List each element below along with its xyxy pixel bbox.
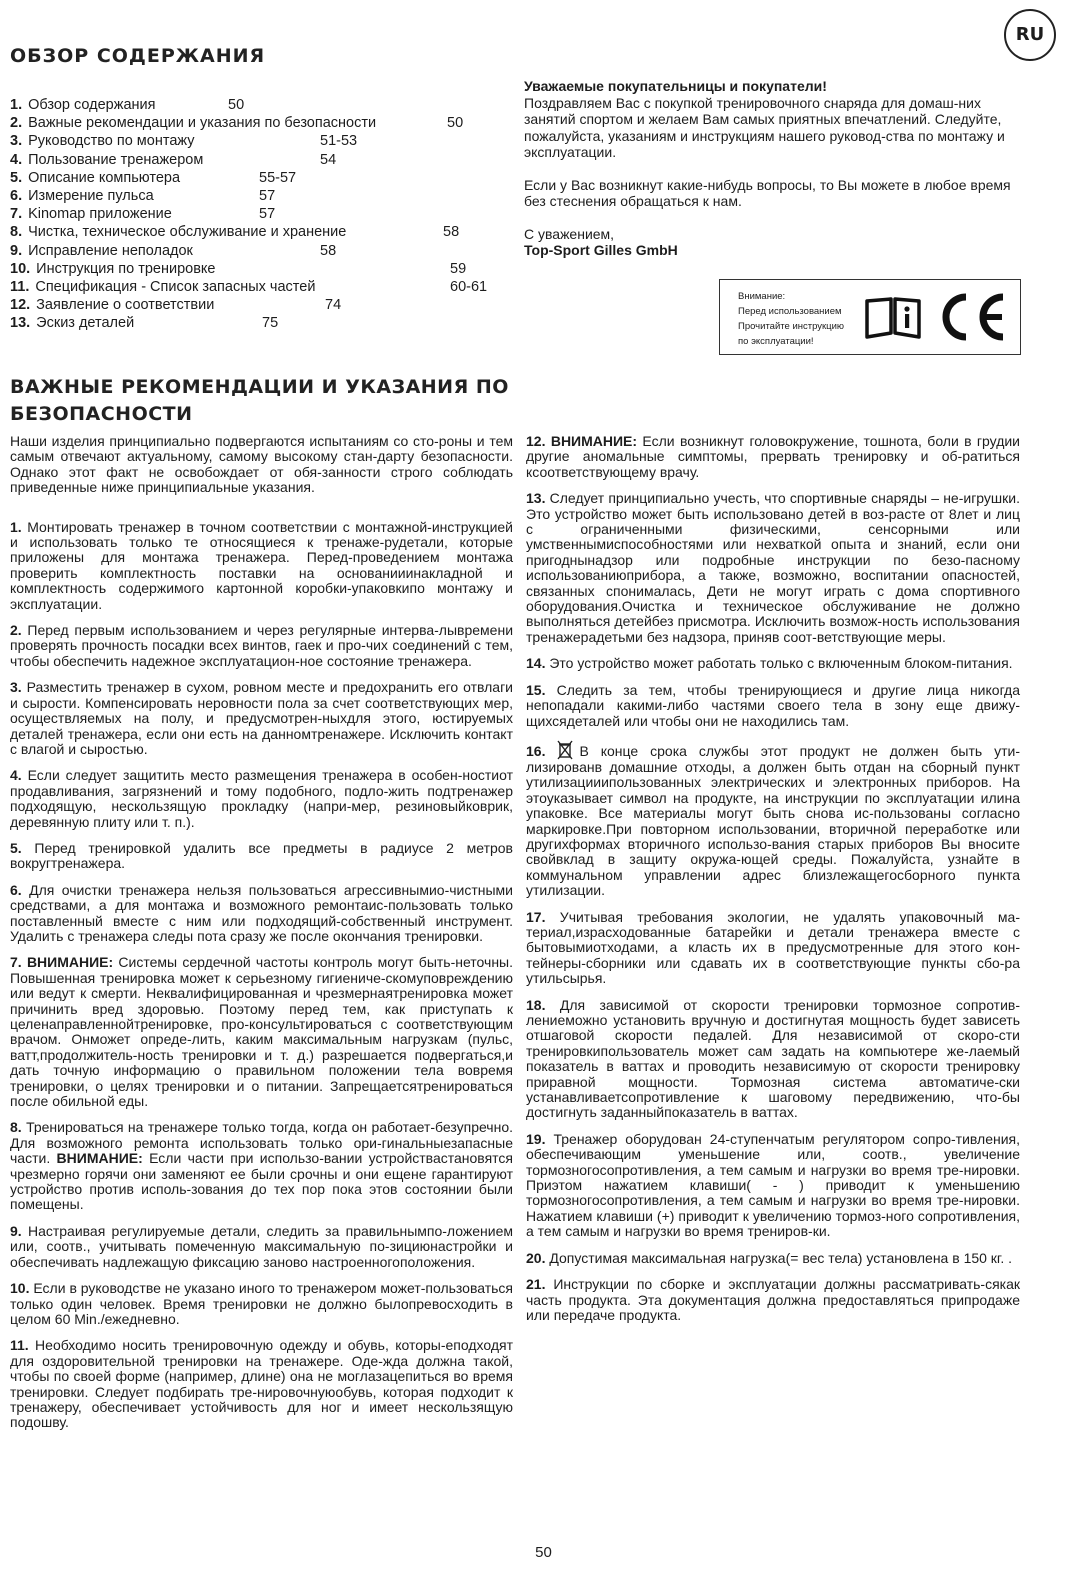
toc-page: 51-53 [320, 133, 358, 150]
toc-label: Измерение пульса [28, 187, 154, 204]
toc-page: 60-61 [450, 278, 488, 295]
toc-title: ОБЗОР СОДЕРЖАНИЯ [10, 45, 266, 67]
toc-num: 5. [10, 169, 23, 186]
toc-label: Заявление о соответствии [36, 297, 215, 314]
toc-num: 8. [10, 224, 23, 241]
toc-num: 10. [10, 260, 31, 277]
toc-page: 57 [259, 206, 276, 223]
greeting-heading: Уважаемые покупательницы и покупатели! [524, 78, 827, 94]
toc-item[interactable] [10, 314, 510, 332]
toc-num: 4. [10, 151, 23, 168]
safety-item: 3. Разместить тренажер в сухом, ровном месте и предохранить его отвлаги и сырости. Компенсировать неровности пола за счет соответствующих мер, осуществляемых на полу, и предусмотрен-ныхдля этого, юстируемых деталей тренажера, если они есть на данномтренажере. Исключить контакт с влагой и сыростью. [10, 679, 513, 757]
toc-label: Пользование тренажером [28, 151, 204, 168]
toc-item[interactable] [10, 278, 510, 296]
safety-item: 18. Для зависимой от скорости тренировки тормозное сопротив-лениеможно установить вручную и достигнутая мощность будет зависеть отшаговой скорости педалей. Для независимой от скоро-сти тренировкипользователь может сам задать на компьютере же-лаемый показатель в ваттах и проводить независимую от скорости тренировку приравной мощности. Тормозная система автоматиче-ски устанавливаетсопротивление к шаговому передвижению, что-бы достигнуть заданныйпоказатель в ваттах. [526, 996, 1021, 1121]
safety-item: 1. Монтировать тренажер в точном соответствии с монтажной-инструкцией и использовать только те относящиеся к тренаже-рудетали, которые приложены для монтажа тренажера. Перед-проведением монтажа проверить комплектность поставки на основанииинакладной и комплектность содержимого картонной коробки-упаковкипо монтажу и эксплуатации. [10, 518, 514, 612]
toc-page: 55-57 [259, 169, 297, 186]
toc-num: 12. [10, 297, 31, 314]
table-of-contents [10, 96, 510, 332]
toc-item[interactable] [10, 260, 510, 278]
language-badge: RU [1004, 9, 1056, 61]
safety-item: 7. ВНИМАНИЕ: Системы сердечной частоты контроль могут быть-неточны. Повышенная тренировка может к серьезному гигиениче-скомуповреждению или ведут к смерти. Неквалифицированная и чрезмернаятренировка может причинить вред здоровью. Поэтому перед тем, как приступать к целенаправленнойтренировке, про-консультироваться с соответствующим врачом. Онможет опреде-лить, каким максимальным нагрузкам (пульс, ватт,продолжитель-ность тренировки и т. д.) разрешается подвергаться,и дать точную информацию о правильном положении тела вовремя тренировки, о целях тренировки и о питании. Запрещаетсятренироваться после обильной еды. [10, 954, 514, 1110]
greeting-paragraph: Если у Вас возникнут какие-нибудь вопросы, то Вы можете в любое время без стеснения обращаться к нам. [524, 176, 1011, 209]
toc-label: Спецификация - Список запасных частей [35, 278, 316, 295]
toc-label: Описание компьютера [28, 169, 181, 186]
safety-item: 9. Настраивая регулируемые детали, следить за правильнымпо-ложением или, соотв., учитывать помеченную максимальную по-зициюнастройки и обеспечивать надлежащую фиксацию заново настроенногоположения. [10, 1222, 514, 1270]
safety-intro: Наши изделия принципиально подвергаются испытаниям со сто-роны и тем самым отвечают актуальному, самому высокому стан-дарту безопасности. Однако этот факт не освобождает от обя-занности строго соблюдать приведенные ниже принципиальные указания. [10, 433, 513, 496]
toc-page: 59 [450, 260, 467, 277]
safety-item: 10. Если в руководстве не указано иного то тренажером может-пользоваться только один человек. Время тренировки не должно былопревосходить в целом 60 Min./ежедневно. [10, 1280, 514, 1327]
safety-item: 15. Следить за тем, чтобы тренирующиеся и другие лица никогда непопадали какими-либо частями своего тела в зону еще движу-щихсядеталей или чтобы они не находились там. [526, 681, 1021, 729]
toc-label: Исправление неполадок [28, 242, 193, 259]
safety-item: 13. Следует принципиально учесть, что спортивные снаряды – не-игрушки. Это устройство может быть использовано детей в воз-расте от 8лет и лиц с ограниченными физическими, сенсорными или умственнымиспособностями или нехваткой опыта и знаний, если они пригоднынадзор или подробные инструкции по безо-пасному использованиюприбора, а также, возможно, воспитании опасностей, связанных спонималась, Дети не могут играть с дома спортивного оборудования.Очистка и техническое обслуживание не должно выполняться детейбез присмотра. Исключить возмож-ность использования тренажерадетьми без надзора, приняв соот-ветствующие меры. [526, 490, 1021, 645]
safety-item: 20. Допустимая максимальная нагрузка(= вес тела) установлена в 150 кг. . [526, 1249, 1013, 1266]
toc-num: 9. [10, 242, 23, 259]
notice-line: Прочитайте инструкцию [738, 321, 845, 332]
toc-label: Чистка, техническое обслуживание и хранение [28, 224, 347, 241]
toc-label: Руководство по монтажу [28, 133, 195, 150]
safety-item: 21. Инструкции по сборке и эксплуатации должны рассматривать-сякак часть продукта. Эта документация должна предоставляться припродаже или передаче продукта. [526, 1276, 1021, 1323]
toc-page: 58 [320, 242, 337, 259]
manual-book-icon [863, 293, 923, 341]
toc-num: 11. [10, 278, 30, 295]
toc-item[interactable] [10, 96, 510, 114]
toc-page: 54 [320, 151, 337, 168]
read-instructions-notice [719, 279, 1021, 355]
toc-page: 50 [447, 115, 464, 132]
safety-item: 19. Тренажер оборудован 24-ступенчатым регулятором сопро-тивления, обеспечивающим уменьшение или, соотв., увеличение тормозногосопротивления, а тем самым и нагрузки во время тре-нировки. Приэтом нажатием клавиши( - ) приводит к уменьшению тормозногосопротивления, а тем самым и нагрузки во время тре-нировки. Нажатием клавиши (+) приводит к увеличению тормоз-ного сопротивления, а тем самым и нагрузки во время трениров-ки. [526, 1130, 1021, 1240]
toc-num: 13. [10, 315, 31, 332]
toc-num: 1. [10, 97, 23, 113]
toc-num: 6. [10, 187, 23, 204]
toc-num: 3. [10, 133, 23, 150]
toc-item[interactable] [10, 151, 510, 169]
toc-label: Kinomap приложение [28, 206, 172, 223]
toc-num: 2. [10, 115, 23, 132]
crossed-bin-icon [557, 740, 573, 760]
toc-item[interactable] [10, 205, 510, 223]
toc-label: Обзор содержания [28, 97, 156, 113]
safety-item: 5. Перед тренировкой удалить все предметы в радиусе 2 метров вокругтренажера. [10, 839, 513, 872]
safety-item: 11. Необходимо носить тренировочную одежду и обувь, которы-еподходят для оздоровительной тренировки на тренажере. Оде-жда должна такой, чтобы по своей форме (например, длине) она не моглазацепиться во время тренировки. Следует подбирать тре-нировочнуюобувь, которая подходит к тренажеру, обеспечивает устойчивость для ног и имеет нескользящую подошву. [10, 1337, 514, 1431]
toc-page: 50 [228, 97, 245, 113]
toc-item[interactable] [10, 223, 510, 241]
greeting-block [524, 78, 1034, 259]
page-number: 50 [535, 1544, 552, 1561]
notice-line: по эксплуатации! [738, 336, 814, 347]
safety-item: 8. Тренироваться на тренажере только тогда, когда он работает-безупречно. Для возможного ремонта использовать только ори-гинальныезапасные части. ВНИМАНИЕ: Если части при использо-вании устройствастановятся чрезмерно горячи они заменяют ее были срочны и они ещене гарантируют устройство против исполь-зования до тех пор пока этов состоянии были помещены. [10, 1119, 514, 1213]
toc-item[interactable] [10, 132, 510, 150]
toc-page: 74 [325, 297, 342, 314]
toc-label: Важные рекомендации и указания по безопасности [28, 115, 377, 132]
safety-title: ВАЖНЫЕ РЕКОМЕНДАЦИИ И УКАЗАНИЯ ПО БЕЗОПАСНОСТИ [10, 376, 509, 425]
toc-page: 58 [443, 224, 460, 241]
toc-num: 7. [10, 206, 23, 223]
ce-mark-icon [933, 288, 1007, 346]
toc-item[interactable] [10, 114, 510, 132]
toc-page: 75 [262, 315, 279, 332]
safety-item: 16. В конце срока службы этот продукт не должен быть ути-лизированв домашние отходы, а должен быть отдан на сборный пункт утилизацииипользованных электрических и электронных приборов. На этоуказывает символ на продукте, на инструкции по эксплуатации илина упаковке. Все материалы могут быть снова ис-пользованы согласно маркировке.При повторном использовании, вторичной переработке или другихформах вторичного использо-вания старых приборов Вы вносите свойвклад в защиту окружа-ющей среды. Пожалуйста, узнайте в коммунальном управлении адрес близлежащегосборного пункта утилизации. [526, 740, 1020, 899]
toc-label: Инструкция по тренировке [36, 260, 216, 277]
safety-item: 17. Учитывая требования экологии, не удалять упаковочный ма-териал,израсходованные батарейки и детали тренажера вместе с бытовымиотходами, а класть их в предусмотренные для этого кон-тейнеры-сборники или сдавать их в соответствующие пункты сбо-ра утильсырья. [526, 908, 1021, 987]
toc-item[interactable] [10, 296, 510, 314]
notice-line: Внимание: [738, 291, 786, 302]
safety-item: 4. Если следует защитить место размещения тренажера в особен-ностиот продавливания, загрязнений и тому подобного, подло-жить подтренажер подходящую, нескользящую прокладку (напри-мер, резиновыйковрик, деревянную плиту или т. п.). [10, 767, 513, 830]
safety-item: 6. Для очистки тренажера нельзя пользоваться агрессивнымио-чистными средствами, а для монтажа и возможного ремонтаис-пользовать только поставленный вместе с ним или подходящий-собственный инструмент. Удалить с тренажера следы пота сразу же после окончания тренировки. [10, 881, 513, 944]
toc-label: Эскиз деталей [36, 315, 135, 332]
company-name: Top-Sport Gilles GmbH [524, 242, 678, 258]
safety-item: 14. Это устройство может работать только с включенным блоком-питания. [526, 655, 1013, 672]
toc-page: 57 [259, 187, 276, 204]
safety-item: 2. Перед первым использованием и через регулярные интерва-лывремени проверять прочность посадки всех винтов, гаек и про-чих соединений с тем, чтобы обеспечить надежное эксплуатацион-ное состояние тренажера. [10, 622, 514, 669]
greeting-regards: С уважением, [524, 225, 615, 242]
toc-item[interactable] [10, 187, 510, 205]
toc-item[interactable] [10, 169, 510, 187]
safety-column-left [10, 434, 513, 1442]
toc-item[interactable] [10, 242, 510, 260]
greeting-paragraph: Поздравляем Вас с покупкой тренировочного снаряда для домаш-них занятий спортом и желаем Вам самых приятных впечатлений. Следуйте, пожалуйста, указаниям и инструкциям нашего руковод-ства по монтажу и эксплуатации. [524, 94, 1005, 160]
safety-item: 12. ВНИМАНИЕ: Если возникнут головокружение, тошнота, боли в грудии другие аномальные симптомы, прервать тренировку и об-ратиться ксоответствующему врачу. [526, 433, 1021, 480]
notice-line: Перед использованием [738, 306, 842, 317]
safety-column-right [526, 434, 1020, 1334]
